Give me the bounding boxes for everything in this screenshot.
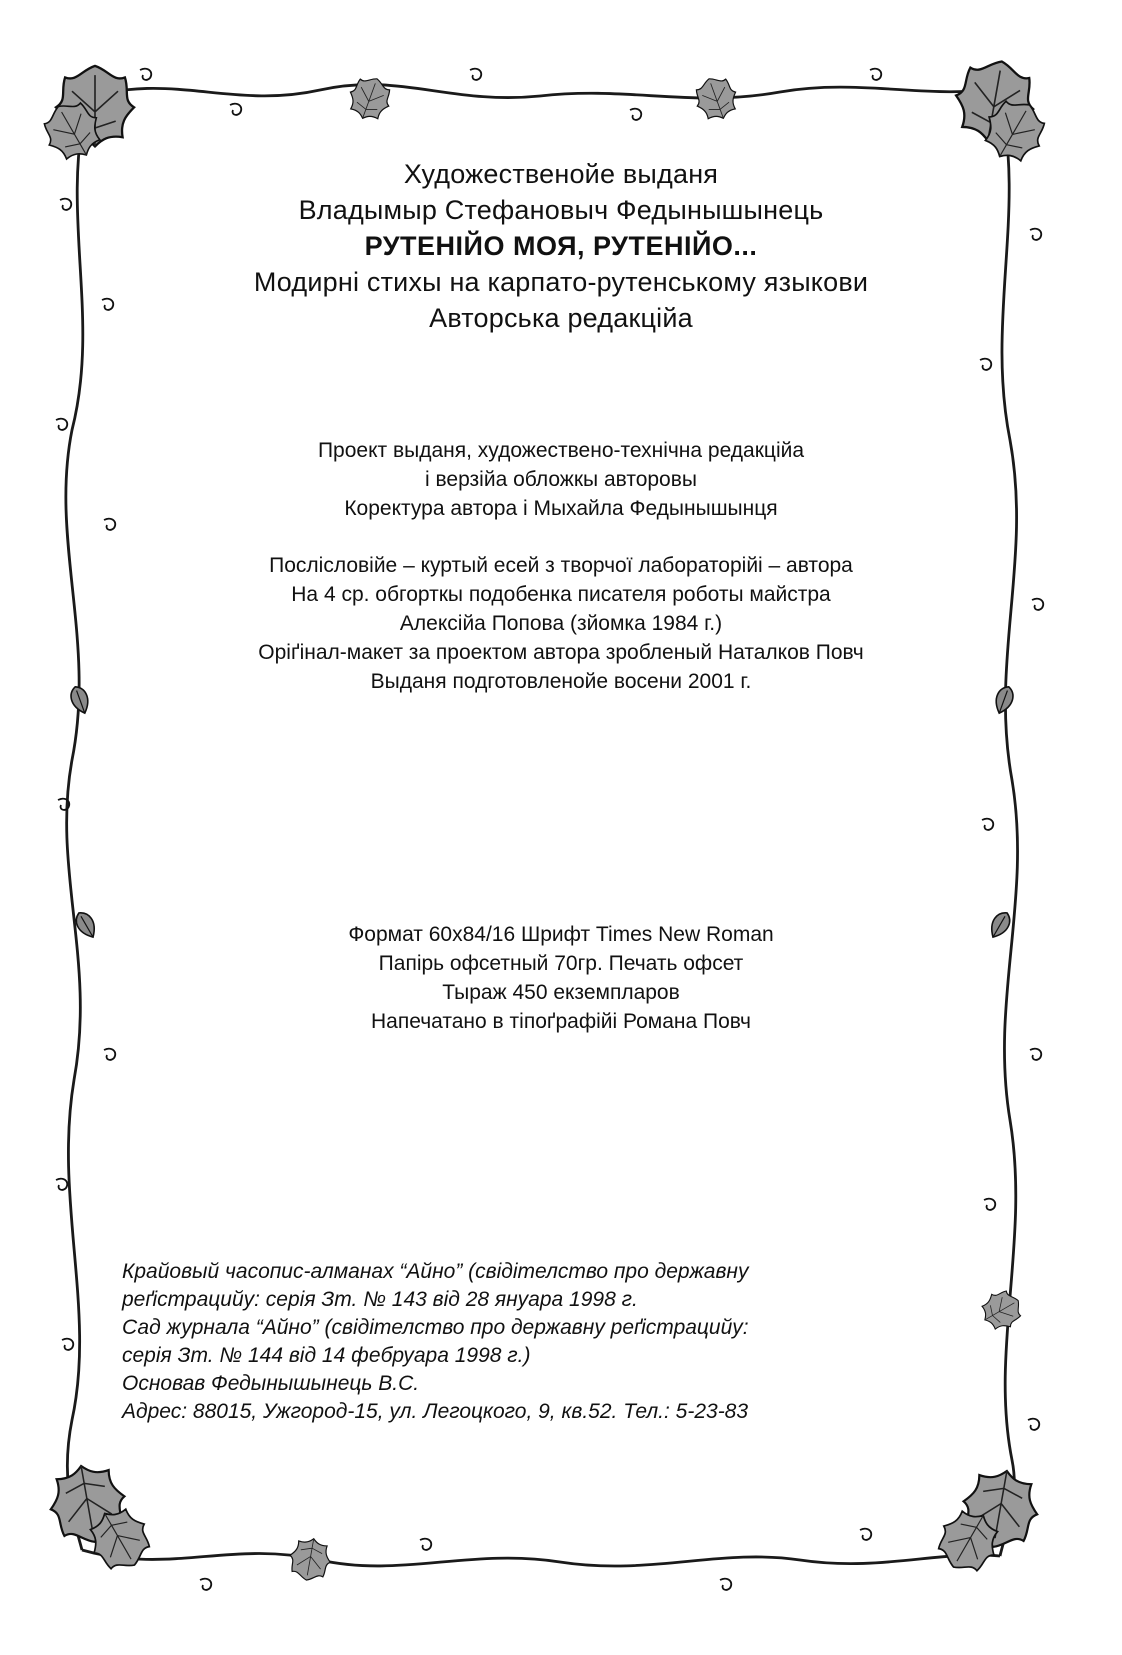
imprint-line-2: реґістрацийу: серія Зт. № 143 від 28 януара 1998 г.	[122, 1288, 638, 1311]
credits-line-3: Коректура автора і Мыхайла Федынышынця	[344, 497, 778, 520]
title-block	[100, 156, 1022, 336]
imprint-line-4: серія Зт. № 144 від 14 фебруара 1998 г.)	[122, 1344, 531, 1367]
notes-line-4: Оріґінал-макет за проектом автора зробленый Наталков Повч	[258, 641, 864, 664]
imprint-line-5: Основав Федынышынець В.С.	[122, 1372, 420, 1395]
print-line-1: Формат 60х84/16 Шрифт Times New Roman	[348, 923, 774, 946]
print-specs-block	[100, 920, 1022, 1036]
print-line-3: Тыраж 450 екземпларов	[442, 981, 680, 1004]
imprint-block	[122, 1258, 922, 1426]
credits-line-2: і верзійа обложкы авторовы	[425, 468, 697, 491]
credits-block	[100, 436, 1022, 523]
print-line-4: Напечатано в тіпоґрафійі Романа Повч	[371, 1010, 751, 1033]
edition-line: Авторська редакційа	[429, 303, 693, 333]
imprint-line-6: Адрес: 88015, Ужгород-15, ул. Легоцкого, 9, кв.52. Тел.: 5-23-83	[122, 1400, 749, 1423]
imprint-line-1: Крайовый часопис-алманах “Айно” (свідітелство про державну	[122, 1260, 749, 1283]
notes-line-2: На 4 ср. обгорткы подобенка писателя роботы майстра	[291, 583, 831, 606]
book-title: РУТЕНІЙО МОЯ, РУТЕНІЙО...	[364, 231, 758, 261]
genre-line: Художественойе выданя	[403, 159, 719, 189]
notes-line-5: Выданя подготовленойе восени 2001 г.	[370, 670, 752, 693]
author-name: Владымыр Стефановыч Федынышынець	[298, 195, 824, 225]
notes-line-1: Послісловійе – куртый есей з творчої лабораторійі – автора	[269, 554, 853, 577]
bottom-vine	[82, 1550, 1000, 1566]
imprint-line-3: Сад журнала “Айно” (свідітелство про державну реґістрацийу:	[122, 1316, 749, 1339]
book-subtitle: Модирні стихы на карпато-рутенському языкови	[253, 267, 869, 297]
print-line-2: Папірь офсетный 70гр. Печать офсет	[378, 952, 744, 975]
top-vine	[80, 85, 1000, 100]
notes-block	[100, 551, 1022, 696]
notes-line-3: Алексійа Попова (зйомка 1984 г.)	[399, 612, 723, 635]
left-vine	[66, 110, 85, 1550]
credits-line-1: Проект выданя, художествено-технічна редакційа	[317, 439, 805, 462]
